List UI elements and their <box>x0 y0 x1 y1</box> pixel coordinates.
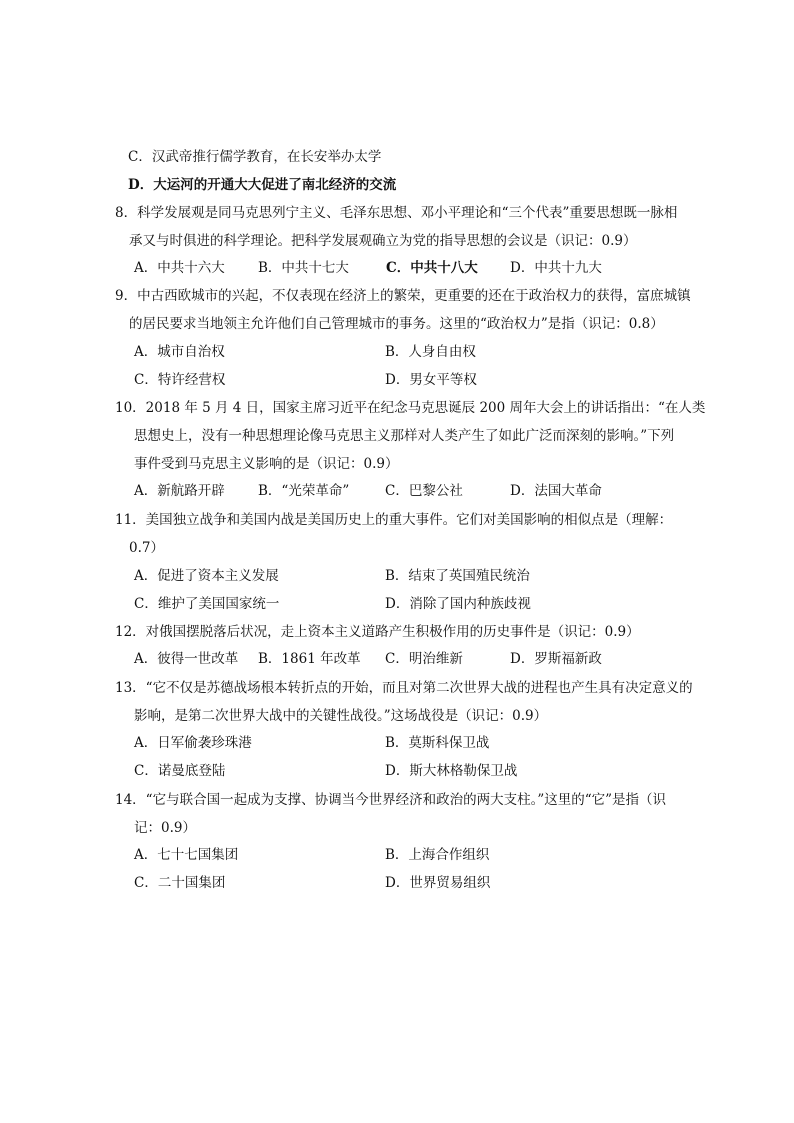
q8-stem-line2: 承又与时俱进的科学理论。把科学发展观确立为党的指导思想的会议是（识记：0.9） <box>129 233 637 249</box>
q8-stem-line1: 8．科学发展观是同马克思列宁主义、毛泽东思想、邓小平理论和“三个代表”重要思想既一脉相 <box>115 205 678 221</box>
q14-stem-line1: 14．“它与联合国一起成为支撑、协调当今世界经济和政治的两大支柱。”这里的“它”是指（识 <box>115 792 667 808</box>
q11-option-c: C．维护了美国国家统一 <box>134 596 280 612</box>
q9-option-b: B．人身自由权 <box>385 344 476 360</box>
prev-option-c: C．汉武帝推行儒学教育，在长安举办太学 <box>128 149 382 165</box>
q9-option-d: D．男女平等权 <box>385 372 477 388</box>
q12-stem-line1: 12．对俄国摆脱落后状况，走上资本主义道路产生积极作用的历史事件是（识记：0.9） <box>115 624 640 640</box>
q14-option-b: B．上海合作组织 <box>385 847 490 863</box>
q13-option-d: D．斯大林格勒保卫战 <box>385 763 518 779</box>
q14-option-d: D．世界贸易组织 <box>385 875 491 891</box>
q12-option-d: D．罗斯福新政 <box>510 651 602 667</box>
q14-stem-line2: 记：0.9） <box>134 820 196 836</box>
q8-option-a: A．中共十六大 <box>134 260 225 276</box>
q10-option-d: D．法国大革命 <box>510 483 602 499</box>
q12-option-c: C．明治维新 <box>385 651 463 667</box>
q8-option-c: C．中共十八大 <box>386 260 478 276</box>
q8-option-d: D．中共十九大 <box>510 260 602 276</box>
q9-stem-line2: 的居民要求当地领主允许他们自己管理城市的事务。这里的“政治权力”是指（识记：0.8） <box>129 316 664 332</box>
q8-option-b: B．中共十七大 <box>258 260 349 276</box>
q13-option-b: B．莫斯科保卫战 <box>385 735 490 751</box>
q11-option-b: B．结束了英国殖民统治 <box>385 568 530 584</box>
q9-stem-line1: 9．中古西欧城市的兴起，不仅表现在经济上的繁荣，更重要的还在于政治权力的获得，富庶城镇 <box>115 288 691 304</box>
q13-stem-line1: 13．“它不仅是苏德战场根本转折点的开始，而且对第二次世界大战的进程也产生具有决定意义的 <box>115 680 693 696</box>
q13-stem-line2: 影响，是第二次世界大战中的关键性战役。”这场战役是（识记：0.9） <box>134 708 548 724</box>
q14-option-c: C．二十国集团 <box>134 875 226 891</box>
q10-stem-line3: 事件受到马克思主义影响的是（识记：0.9） <box>134 456 399 472</box>
q10-stem-line1: 10．2018 年 5 月 4 日，国家主席习近平在纪念马克思诞辰 200 周年大会上的讲话指出：“在人类 <box>115 400 706 416</box>
q11-option-a: A．促进了资本主义发展 <box>134 568 279 584</box>
q13-option-c: C．诺曼底登陆 <box>134 763 226 779</box>
q10-option-a: A．新航路开辟 <box>134 483 225 499</box>
q14-option-a: A．七十七国集团 <box>134 847 239 863</box>
q11-stem-line1: 11．美国独立战争和美国内战是美国历史上的重大事件。它们对美国影响的相似点是（理解： <box>115 512 673 528</box>
q12-option-b: B．1861 年改革 <box>258 651 361 667</box>
q10-stem-line2: 思想史上，没有一种思想理论像马克思主义那样对人类产生了如此广泛而深刻的影响。”下列 <box>134 428 675 444</box>
q11-option-d: D．消除了国内种族歧视 <box>385 596 531 612</box>
q12-option-a: A．彼得一世改革 <box>134 651 239 667</box>
q9-option-a: A．城市自治权 <box>134 344 225 360</box>
prev-option-d: D．大运河的开通大大促进了南北经济的交流 <box>128 177 397 193</box>
q11-stem-line2: 0.7） <box>129 540 164 556</box>
q9-option-c: C．特许经营权 <box>134 372 226 388</box>
q13-option-a: A．日军偷袭珍珠港 <box>134 735 252 751</box>
q10-option-b: B．“光荣革命” <box>258 483 350 499</box>
q10-option-c: C．巴黎公社 <box>385 483 463 499</box>
